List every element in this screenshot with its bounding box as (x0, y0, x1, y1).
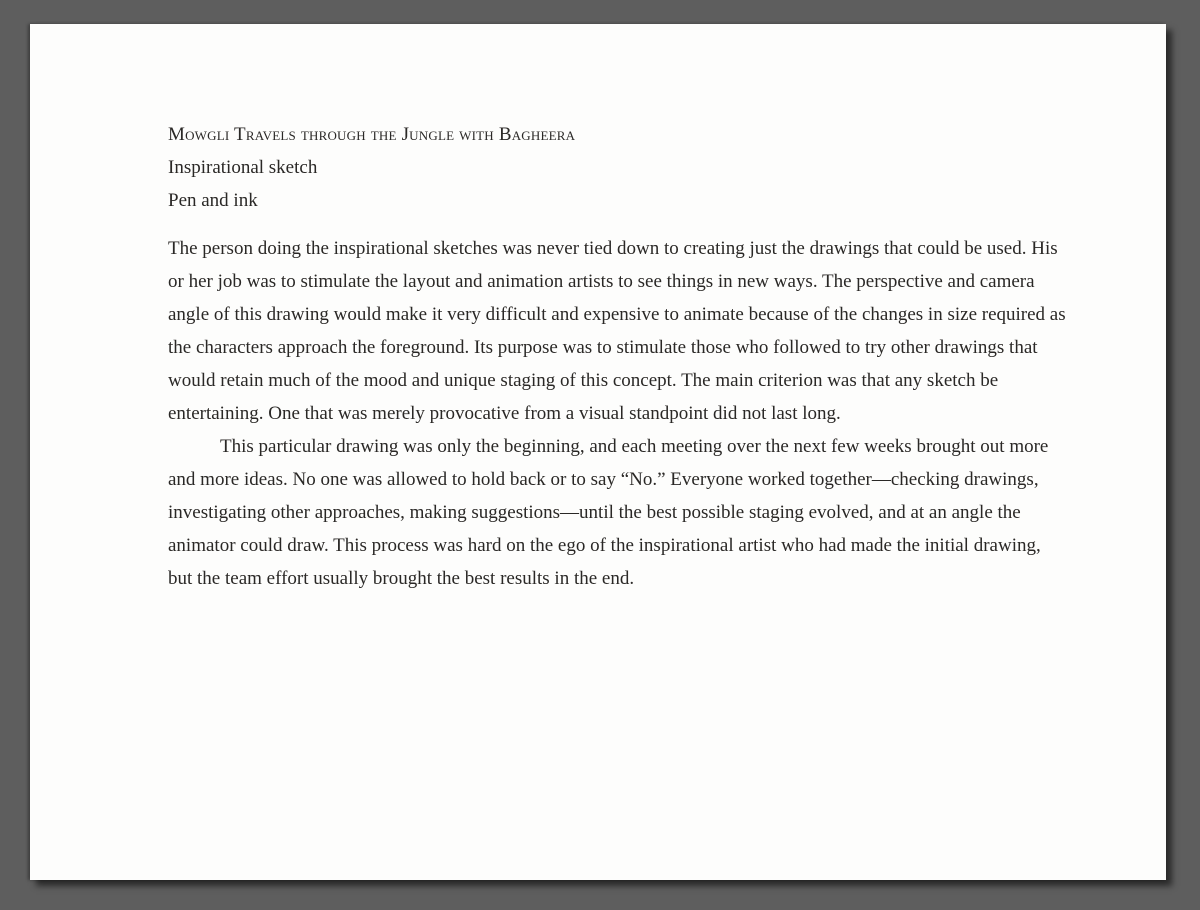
document-page (30, 24, 1166, 880)
text-block (168, 118, 1068, 595)
caption-type: Inspirational sketch (168, 157, 318, 178)
caption-medium: Pen and ink (168, 190, 258, 211)
caption-title: Mowgli Travels through the Jungle with Bagheera (168, 124, 576, 145)
body-paragraph-1: The person doing the inspirational sketches was never tied down to creating just the drawings that could be used. His or her job was to stimulate the layout and animation artists to see things in new ways. The perspective and camera angle of this drawing would make it very difficult and expensive to animate because of the changes in size required as the characters approach the foreground. Its purpose was to stimulate those who followed to try other drawings that would retain much of the mood and unique staging of this concept. The main criterion was that any sketch be entertaining. One that was merely provocative from a visual standpoint did not last long. (168, 238, 1066, 424)
body-paragraph-2: This particular drawing was only the beginning, and each meeting over the next few weeks brought out more and more ideas. No one was allowed to hold back or to say “No.” Everyone worked together—checking drawings, investigating other approaches, making suggestions—until the best possible staging evolved, and at an angle the animator could draw. This process was hard on the ego of the inspirational artist who had made the initial drawing, but the team effort usually brought the best results in the end. (168, 436, 1049, 589)
